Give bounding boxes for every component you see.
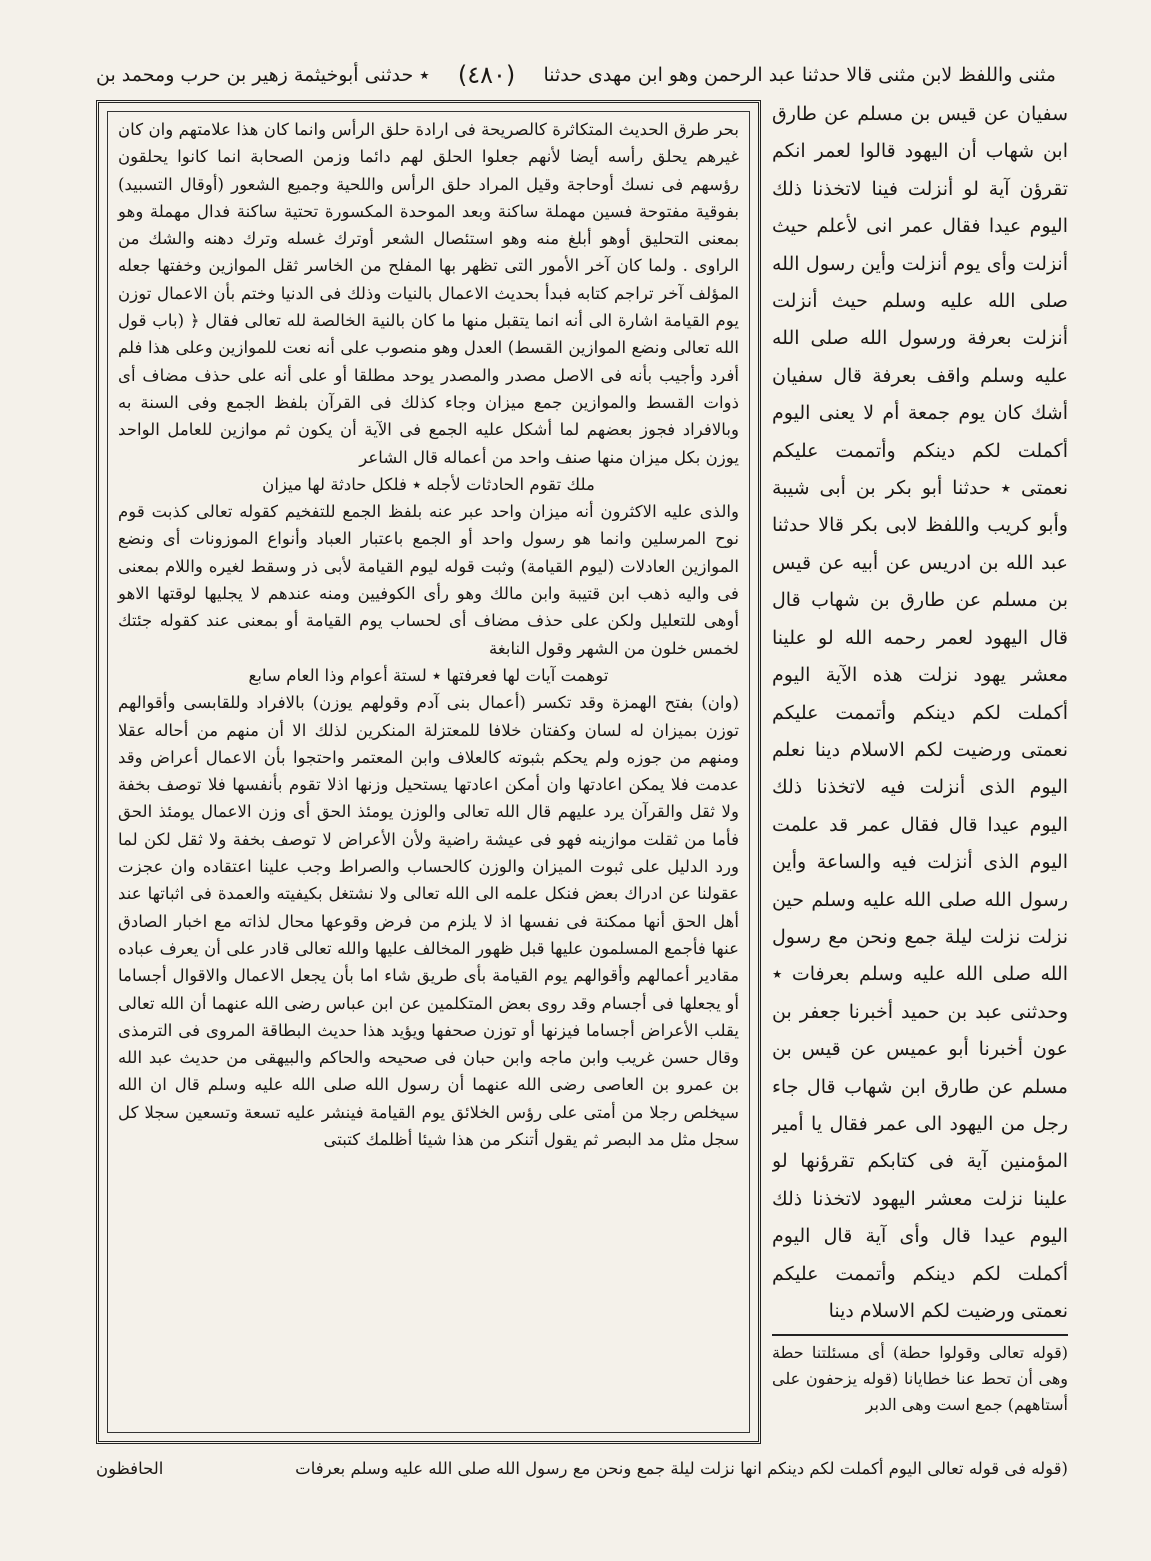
page-header	[96, 58, 1056, 92]
hadith-text: سفيان عن قيس بن مسلم عن طارق ابن شهاب أن اليهود قالوا لعمر انكم تقرؤن آية لو أنزلت فينا لاتخذنا ذلك اليوم عيدا فقال عمر انى لأعلم حيث أنزلت وأى يوم أنزلت وأين رسول الله صلى الله عليه وسلم حيث أنزلت أنزلت بعرفة ورسول الله صلى الله عليه وسلم واقف بعرفة قال سفيان أشك كان يوم جمعة أم لا يعنى اليوم أكملت لكم دينكم وأتممت عليكم نعمتى ٭ حدثنا أبو بكر بن أبى شيبة وأبو كريب واللفظ لابى بكر قالا حدثنا عبد الله بن ادريس عن أبيه عن قيس بن مسلم عن طارق بن شهاب قال قال اليهود لعمر رحمه الله لو علينا معشر يهود نزلت هذه الآية اليوم أكملت لكم دينكم وأتممت عليكم نعمتى ورضيت لكم الاسلام دينا نعلم اليوم الذى أنزلت فيه لاتخذنا ذلك اليوم عيدا قال فقال عمر قد علمت اليوم الذى أنزلت فيه والساعة وأين رسول الله صلى الله عليه وسلم حين نزلت نزلت ليلة جمع ونحن مع رسول الله صلى الله عليه وسلم بعرفات ٭ وحدثنى عبد بن حميد أخبرنا جعفر بن عون أخبرنا أبو عميس عن قيس بن مسلم عن طارق ابن شهاب قال جاء رجل من اليهود الى عمر فقال يا أمير المؤمنين آية فى كتابكم تقرؤنها لو علينا نزلت معشر اليهود لاتخذنا ذلك اليوم عيدا قال وأى آية قال اليوم أكملت لكم دينكم وأتممت عليكم نعمتى ورضيت لكم الاسلام دينا	[772, 103, 1068, 1322]
commentary-frame	[96, 100, 761, 1444]
commentary-paragraph: بحر طرق الحديث المتكاثرة كالصريحة فى ارادة حلق الرأس وانما كان هذا علامتهم وان كان غيرهم يحلق رأسه أيضا لأنهم جعلوا الحلق لهم دائما وزمن الصحابة انما كانوا يحلقون رؤسهم فى نسك أوحاجة وقيل المراد حلق الرأس واللحية وجميع الشعور (أوقال التسبيد) بفوقية مفتوحة فسين مهملة ساكنة وبعد الموحدة المكسورة تحتية ساكنة فدال مهملة وهو بمعنى التحليق أوهو أبلغ منه وهو استئصال الشعر أوترك غسله وترك دهنه والشك من الراوى . ولما كان آخر الأمور التى تظهر بها المفلح من الخاسر ثقل الموازين وخفتها جعله المؤلف آخر تراجم كتابه فبدأ بحديث الاعمال بالنيات وذلك فى الدنيا وختم بأن الاعمال توزن يوم القيامة اشارة الى أنه انما يتقبل منها ما كان بالنية الخالصة لله تعالى فقال ﴿ (باب قول الله تعالى ونضع الموازين القسط) العدل وهو منصوب على أنه نعت للموازين وعلى هذا فلم أفرد وأجيب بأنه فى الاصل مصدر والمصدر يوحد مطلقا أو على أنه على حذف مضاف أى ذوات القسط والموازين جمع ميزان وجاء كذلك فى القرآن بلفظ الجمع وفى السنة به وبالافراد فجوز بعضهم لما أشكل عليه الجمع فى الآية أن يكون ثم موازين للعامل الواحد يوزن بكل ميزان منها صنف واحد من أعماله قال الشاعر	[118, 120, 739, 467]
header-left-text: مثنى واللفظ لابن مثنى قالا حدثنا عبد الرحمن وهو ابن مهدى حدثنا	[543, 64, 1056, 86]
margin-note-text: (قوله تعالى وقولوا حطة) أى مسئلتنا حطة وهى أن تحط عنا خطايانا (قوله يزحفون على أستاههم) جمع است وهى الدبر	[772, 1343, 1068, 1414]
poetry-verse: توهمت آيات لها فعرفتها ٭ لستة أعوام وذا العام سابع	[248, 665, 609, 685]
commentary-paragraph: والذى عليه الاكثرون أنه ميزان واحد عبر عنه بلفظ الجمع للتفخيم كقوله تعالى كذبت قوم نوح المرسلين وانما هو رسول واحد أو الجمع باعتبار العباد وأنواع الموزونات أى ونضع الموازين العادلات (ليوم القيامة) وثبت قوله ليوم القيامة لأبى ذر وسقط لغيره واللام بمعنى فى واليه ذهب ابن قتيبة وابن مالك وهو رأى الكوفيين ومنه عندهم لا يجليها لوقتها الاهو أوهى للتعليل ولكن على حذف مضاف أى لحساب يوم القيامة أو بمعنى عند كقوله جئتك لخمس خلون من الشهر وقول النابغة	[118, 502, 739, 658]
commentary-inner-frame	[107, 111, 750, 1433]
divider	[772, 1334, 1068, 1336]
poetry-verse: ملك تقوم الحادثات لأجله ٭ فلكل حادثة لها ميزان	[262, 474, 595, 494]
page-footer	[96, 1452, 1068, 1488]
commentary-paragraph: (وان) بفتح الهمزة وقد تكسر (أعمال بنى آدم وقولهم يوزن) بالافراد وللقابسى وأقوالهم توزن بميزان له لسان وكفتان خلافا للمعتزلة المنكرين لذلك الا أن منهم من أحاله عقلا ومنهم من جوزه ولم يحكم بثبوته كالعلاف وابن المعتمر واحتجوا بأن الاعمال أعراض وقد عدمت فلا يمكن اعادتها وان أمكن اعادتها يستحيل وزنها اذلا تقوم بأنفسها فلا توصف بخفة ولا ثقل والقرآن يرد عليهم قال الله تعالى والوزن يومئذ الحق أى وزن الاعمال يومئذ الحق فأما من ثقلت موازينه فهو فى عيشة راضية ولأن الأعراض لا توصف بخفة ولا ثقل لكن لما ورد الدليل على ثبوت الميزان والوزن كالحساب والصراط وجب علينا اعتقاده وان عجزت عقولنا عن ادراك بعض فنكل علمه الى الله تعالى ولا نشتغل بكيفيته والعمدة فى اثباتها عند أهل الحق أنها ممكنة فى نفسها اذ لا يلزم من فرض وقوعها محال لذاته مع اخبار الصادق عنها فأجمع المسلمون عليها قبل ظهور المخالف عليها والله تعالى قادر على أن يعرف عباده مقادير أعمالهم وأقوالهم يوم القيامة بأى طريق شاء اما بأن يجعل الاعمال والاقوال أجساما أو يجعلها فى أجسام وقد روى بعض المتكلمين عن ابن عباس رضى الله عنهما أن الله تعالى يقلب الأعراض أجساما فيزنها أو توزن صحفها ويؤيد هذا حديث البطاقة المروى فى الترمذى وقال حسن غريب وابن ماجه وابن حبان فى صحيحه والحاكم والبيهقى من حديث عبد الله بن عمرو بن العاصى رضى الله عنهما أن رسول الله صلى الله عليه وسلم قال ان الله سيخلص رجلا من أمتى على رؤس الخلائق يوم القيامة فينشر عليه تسعة وتسعين سجلا كل سجل مثل مد البصر ثم يقول أتنكر من هذا شيئا أظلمك كتبتى	[118, 693, 739, 1149]
catchword: الحافظون	[96, 1459, 164, 1478]
page-number: (٤٨٠)	[457, 61, 516, 89]
commentary-text	[118, 116, 739, 1153]
header-right-text: ٭ حدثنى أبوخيثمة زهير بن حرب ومحمد بن	[96, 64, 430, 86]
footer-note: (قوله فى قوله تعالى اليوم أكملت لكم دينكم انها نزلت ليلة جمع ونحن مع رسول الله صلى الله عليه وسلم بعرفات	[295, 1459, 1068, 1478]
margin-notes	[772, 1340, 1068, 1448]
hadith-column	[772, 96, 1068, 1332]
